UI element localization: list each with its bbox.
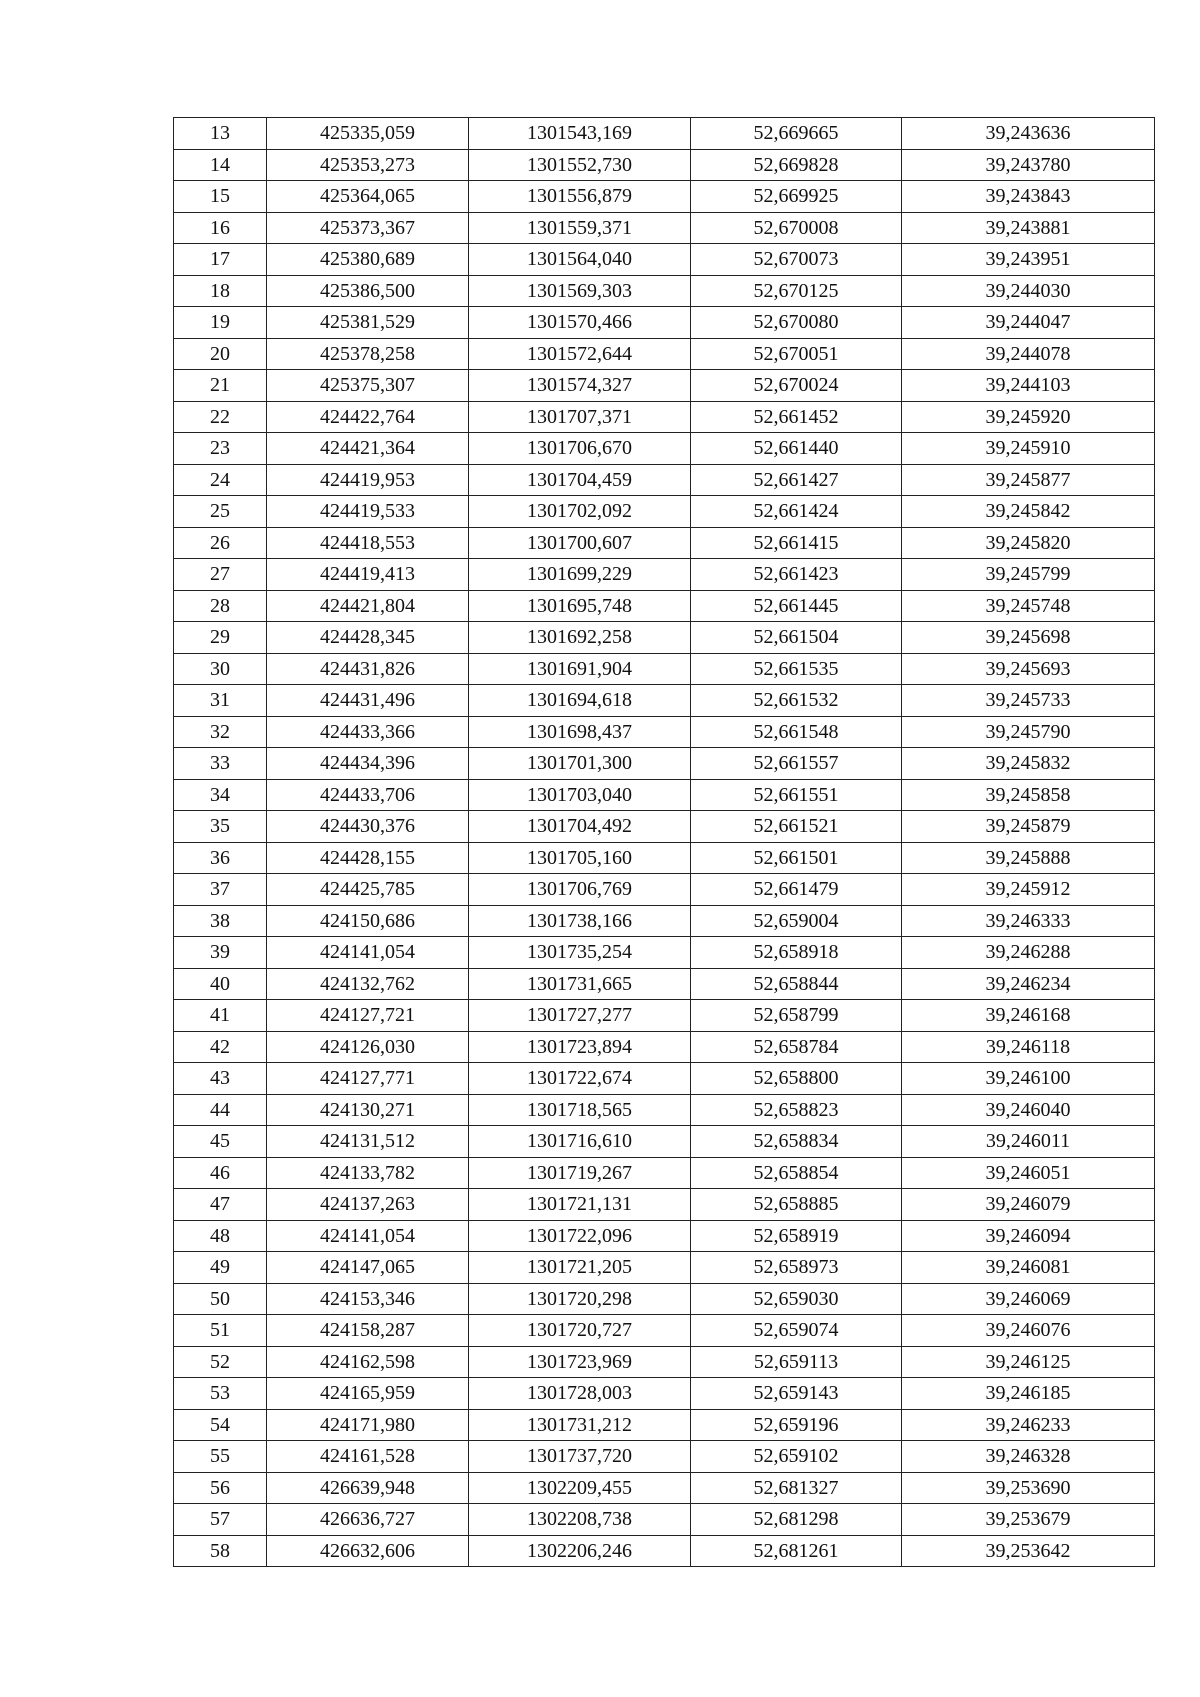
y-coordinate-cell: 1301704,492 <box>469 811 691 843</box>
y-coordinate-cell: 1301723,894 <box>469 1031 691 1063</box>
table-row <box>174 370 1155 402</box>
table-row <box>174 1535 1155 1567</box>
table-row <box>174 1126 1155 1158</box>
table-row <box>174 716 1155 748</box>
point-number-cell: 54 <box>174 1409 267 1441</box>
longitude-cell: 39,245698 <box>902 622 1155 654</box>
y-coordinate-cell: 1301716,610 <box>469 1126 691 1158</box>
y-coordinate-cell: 1301707,371 <box>469 401 691 433</box>
latitude-cell: 52,659030 <box>691 1283 902 1315</box>
y-coordinate-cell: 1301706,769 <box>469 874 691 906</box>
point-number-cell: 18 <box>174 275 267 307</box>
latitude-cell: 52,658844 <box>691 968 902 1000</box>
longitude-cell: 39,246118 <box>902 1031 1155 1063</box>
x-coordinate-cell: 424433,706 <box>267 779 469 811</box>
longitude-cell: 39,253690 <box>902 1472 1155 1504</box>
table-row <box>174 1252 1155 1284</box>
longitude-cell: 39,245820 <box>902 527 1155 559</box>
longitude-cell: 39,246125 <box>902 1346 1155 1378</box>
x-coordinate-cell: 426632,606 <box>267 1535 469 1567</box>
table-row <box>174 937 1155 969</box>
point-number-cell: 29 <box>174 622 267 654</box>
point-number-cell: 30 <box>174 653 267 685</box>
y-coordinate-cell: 1301572,644 <box>469 338 691 370</box>
x-coordinate-cell: 424171,980 <box>267 1409 469 1441</box>
longitude-cell: 39,246079 <box>902 1189 1155 1221</box>
point-number-cell: 53 <box>174 1378 267 1410</box>
x-coordinate-cell: 425375,307 <box>267 370 469 402</box>
longitude-cell: 39,246168 <box>902 1000 1155 1032</box>
longitude-cell: 39,245920 <box>902 401 1155 433</box>
coordinates-table <box>173 117 1155 1567</box>
x-coordinate-cell: 424421,364 <box>267 433 469 465</box>
y-coordinate-cell: 1301722,674 <box>469 1063 691 1095</box>
longitude-cell: 39,245910 <box>902 433 1155 465</box>
y-coordinate-cell: 1301695,748 <box>469 590 691 622</box>
table-row <box>174 149 1155 181</box>
latitude-cell: 52,670073 <box>691 244 902 276</box>
table-row <box>174 653 1155 685</box>
point-number-cell: 51 <box>174 1315 267 1347</box>
point-number-cell: 21 <box>174 370 267 402</box>
x-coordinate-cell: 424141,054 <box>267 1220 469 1252</box>
x-coordinate-cell: 424419,953 <box>267 464 469 496</box>
point-number-cell: 16 <box>174 212 267 244</box>
latitude-cell: 52,661452 <box>691 401 902 433</box>
x-coordinate-cell: 425378,258 <box>267 338 469 370</box>
latitude-cell: 52,659004 <box>691 905 902 937</box>
y-coordinate-cell: 1301721,131 <box>469 1189 691 1221</box>
x-coordinate-cell: 424421,804 <box>267 590 469 622</box>
latitude-cell: 52,659113 <box>691 1346 902 1378</box>
latitude-cell: 52,661504 <box>691 622 902 654</box>
latitude-cell: 52,681261 <box>691 1535 902 1567</box>
y-coordinate-cell: 1301720,727 <box>469 1315 691 1347</box>
point-number-cell: 41 <box>174 1000 267 1032</box>
point-number-cell: 36 <box>174 842 267 874</box>
x-coordinate-cell: 424127,721 <box>267 1000 469 1032</box>
x-coordinate-cell: 424158,287 <box>267 1315 469 1347</box>
latitude-cell: 52,658919 <box>691 1220 902 1252</box>
longitude-cell: 39,244078 <box>902 338 1155 370</box>
table-row <box>174 527 1155 559</box>
longitude-cell: 39,243780 <box>902 149 1155 181</box>
table-row <box>174 496 1155 528</box>
table-row <box>174 874 1155 906</box>
table-row <box>174 968 1155 1000</box>
point-number-cell: 26 <box>174 527 267 559</box>
y-coordinate-cell: 1301700,607 <box>469 527 691 559</box>
latitude-cell: 52,661521 <box>691 811 902 843</box>
x-coordinate-cell: 425364,065 <box>267 181 469 213</box>
latitude-cell: 52,669828 <box>691 149 902 181</box>
latitude-cell: 52,658834 <box>691 1126 902 1158</box>
table-row <box>174 1378 1155 1410</box>
latitude-cell: 52,659074 <box>691 1315 902 1347</box>
y-coordinate-cell: 1301705,160 <box>469 842 691 874</box>
longitude-cell: 39,246011 <box>902 1126 1155 1158</box>
y-coordinate-cell: 1301737,720 <box>469 1441 691 1473</box>
coordinates-table-body <box>174 118 1155 1567</box>
x-coordinate-cell: 426639,948 <box>267 1472 469 1504</box>
point-number-cell: 31 <box>174 685 267 717</box>
y-coordinate-cell: 1301699,229 <box>469 559 691 591</box>
latitude-cell: 52,658823 <box>691 1094 902 1126</box>
longitude-cell: 39,245888 <box>902 842 1155 874</box>
longitude-cell: 39,244030 <box>902 275 1155 307</box>
latitude-cell: 52,681298 <box>691 1504 902 1536</box>
x-coordinate-cell: 424161,528 <box>267 1441 469 1473</box>
latitude-cell: 52,661479 <box>691 874 902 906</box>
x-coordinate-cell: 424433,366 <box>267 716 469 748</box>
x-coordinate-cell: 424422,764 <box>267 401 469 433</box>
table-row <box>174 338 1155 370</box>
point-number-cell: 44 <box>174 1094 267 1126</box>
y-coordinate-cell: 1301731,665 <box>469 968 691 1000</box>
point-number-cell: 35 <box>174 811 267 843</box>
x-coordinate-cell: 424431,496 <box>267 685 469 717</box>
point-number-cell: 49 <box>174 1252 267 1284</box>
latitude-cell: 52,661445 <box>691 590 902 622</box>
longitude-cell: 39,243636 <box>902 118 1155 150</box>
y-coordinate-cell: 1301702,092 <box>469 496 691 528</box>
point-number-cell: 42 <box>174 1031 267 1063</box>
latitude-cell: 52,659102 <box>691 1441 902 1473</box>
table-row <box>174 590 1155 622</box>
y-coordinate-cell: 1301735,254 <box>469 937 691 969</box>
x-coordinate-cell: 424131,512 <box>267 1126 469 1158</box>
longitude-cell: 39,245832 <box>902 748 1155 780</box>
point-number-cell: 28 <box>174 590 267 622</box>
y-coordinate-cell: 1301691,904 <box>469 653 691 685</box>
latitude-cell: 52,658854 <box>691 1157 902 1189</box>
longitude-cell: 39,244103 <box>902 370 1155 402</box>
longitude-cell: 39,245858 <box>902 779 1155 811</box>
table-row <box>174 464 1155 496</box>
x-coordinate-cell: 424419,413 <box>267 559 469 591</box>
y-coordinate-cell: 1302208,738 <box>469 1504 691 1536</box>
table-row <box>174 1220 1155 1252</box>
table-row <box>174 1441 1155 1473</box>
y-coordinate-cell: 1301721,205 <box>469 1252 691 1284</box>
point-number-cell: 15 <box>174 181 267 213</box>
longitude-cell: 39,245733 <box>902 685 1155 717</box>
point-number-cell: 57 <box>174 1504 267 1536</box>
y-coordinate-cell: 1301722,096 <box>469 1220 691 1252</box>
x-coordinate-cell: 424127,771 <box>267 1063 469 1095</box>
longitude-cell: 39,243843 <box>902 181 1155 213</box>
table-row <box>174 1189 1155 1221</box>
point-number-cell: 32 <box>174 716 267 748</box>
longitude-cell: 39,245879 <box>902 811 1155 843</box>
y-coordinate-cell: 1301552,730 <box>469 149 691 181</box>
longitude-cell: 39,245912 <box>902 874 1155 906</box>
latitude-cell: 52,661551 <box>691 779 902 811</box>
y-coordinate-cell: 1301731,212 <box>469 1409 691 1441</box>
point-number-cell: 47 <box>174 1189 267 1221</box>
point-number-cell: 40 <box>174 968 267 1000</box>
y-coordinate-cell: 1301543,169 <box>469 118 691 150</box>
latitude-cell: 52,670051 <box>691 338 902 370</box>
latitude-cell: 52,661501 <box>691 842 902 874</box>
y-coordinate-cell: 1301569,303 <box>469 275 691 307</box>
x-coordinate-cell: 425335,059 <box>267 118 469 150</box>
y-coordinate-cell: 1301574,327 <box>469 370 691 402</box>
latitude-cell: 52,669925 <box>691 181 902 213</box>
longitude-cell: 39,246100 <box>902 1063 1155 1095</box>
x-coordinate-cell: 424130,271 <box>267 1094 469 1126</box>
latitude-cell: 52,661548 <box>691 716 902 748</box>
table-row <box>174 622 1155 654</box>
latitude-cell: 52,661557 <box>691 748 902 780</box>
latitude-cell: 52,661535 <box>691 653 902 685</box>
point-number-cell: 45 <box>174 1126 267 1158</box>
latitude-cell: 52,661415 <box>691 527 902 559</box>
table-row <box>174 905 1155 937</box>
y-coordinate-cell: 1301694,618 <box>469 685 691 717</box>
table-row <box>174 1000 1155 1032</box>
y-coordinate-cell: 1301706,670 <box>469 433 691 465</box>
y-coordinate-cell: 1301718,565 <box>469 1094 691 1126</box>
point-number-cell: 27 <box>174 559 267 591</box>
y-coordinate-cell: 1301564,040 <box>469 244 691 276</box>
latitude-cell: 52,658885 <box>691 1189 902 1221</box>
latitude-cell: 52,661532 <box>691 685 902 717</box>
latitude-cell: 52,659196 <box>691 1409 902 1441</box>
longitude-cell: 39,246081 <box>902 1252 1155 1284</box>
y-coordinate-cell: 1301728,003 <box>469 1378 691 1410</box>
latitude-cell: 52,659143 <box>691 1378 902 1410</box>
y-coordinate-cell: 1301570,466 <box>469 307 691 339</box>
y-coordinate-cell: 1301719,267 <box>469 1157 691 1189</box>
table-row <box>174 1409 1155 1441</box>
point-number-cell: 55 <box>174 1441 267 1473</box>
y-coordinate-cell: 1301701,300 <box>469 748 691 780</box>
table-row <box>174 1346 1155 1378</box>
longitude-cell: 39,243951 <box>902 244 1155 276</box>
table-row <box>174 1094 1155 1126</box>
x-coordinate-cell: 424147,065 <box>267 1252 469 1284</box>
latitude-cell: 52,658784 <box>691 1031 902 1063</box>
table-row <box>174 1063 1155 1095</box>
longitude-cell: 39,246234 <box>902 968 1155 1000</box>
x-coordinate-cell: 424150,686 <box>267 905 469 937</box>
point-number-cell: 23 <box>174 433 267 465</box>
x-coordinate-cell: 424126,030 <box>267 1031 469 1063</box>
x-coordinate-cell: 425381,529 <box>267 307 469 339</box>
longitude-cell: 39,245877 <box>902 464 1155 496</box>
latitude-cell: 52,670008 <box>691 212 902 244</box>
longitude-cell: 39,245799 <box>902 559 1155 591</box>
table-row <box>174 181 1155 213</box>
y-coordinate-cell: 1301723,969 <box>469 1346 691 1378</box>
longitude-cell: 39,245790 <box>902 716 1155 748</box>
y-coordinate-cell: 1301704,459 <box>469 464 691 496</box>
latitude-cell: 52,681327 <box>691 1472 902 1504</box>
latitude-cell: 52,670080 <box>691 307 902 339</box>
longitude-cell: 39,243881 <box>902 212 1155 244</box>
table-row <box>174 1283 1155 1315</box>
y-coordinate-cell: 1301556,879 <box>469 181 691 213</box>
y-coordinate-cell: 1301703,040 <box>469 779 691 811</box>
y-coordinate-cell: 1301692,258 <box>469 622 691 654</box>
longitude-cell: 39,244047 <box>902 307 1155 339</box>
x-coordinate-cell: 424141,054 <box>267 937 469 969</box>
table-row <box>174 212 1155 244</box>
x-coordinate-cell: 424419,533 <box>267 496 469 528</box>
point-number-cell: 33 <box>174 748 267 780</box>
longitude-cell: 39,246185 <box>902 1378 1155 1410</box>
x-coordinate-cell: 425373,367 <box>267 212 469 244</box>
y-coordinate-cell: 1301559,371 <box>469 212 691 244</box>
latitude-cell: 52,670125 <box>691 275 902 307</box>
y-coordinate-cell: 1302206,246 <box>469 1535 691 1567</box>
y-coordinate-cell: 1301720,298 <box>469 1283 691 1315</box>
longitude-cell: 39,246094 <box>902 1220 1155 1252</box>
latitude-cell: 52,658800 <box>691 1063 902 1095</box>
x-coordinate-cell: 425353,273 <box>267 149 469 181</box>
latitude-cell: 52,661423 <box>691 559 902 591</box>
y-coordinate-cell: 1301727,277 <box>469 1000 691 1032</box>
y-coordinate-cell: 1301698,437 <box>469 716 691 748</box>
x-coordinate-cell: 425386,500 <box>267 275 469 307</box>
x-coordinate-cell: 424430,376 <box>267 811 469 843</box>
x-coordinate-cell: 424428,345 <box>267 622 469 654</box>
point-number-cell: 38 <box>174 905 267 937</box>
latitude-cell: 52,661424 <box>691 496 902 528</box>
longitude-cell: 39,245842 <box>902 496 1155 528</box>
table-row <box>174 1031 1155 1063</box>
table-row <box>174 685 1155 717</box>
longitude-cell: 39,246040 <box>902 1094 1155 1126</box>
table-row <box>174 401 1155 433</box>
latitude-cell: 52,669665 <box>691 118 902 150</box>
point-number-cell: 56 <box>174 1472 267 1504</box>
point-number-cell: 25 <box>174 496 267 528</box>
table-row <box>174 1315 1155 1347</box>
table-row <box>174 433 1155 465</box>
point-number-cell: 37 <box>174 874 267 906</box>
point-number-cell: 39 <box>174 937 267 969</box>
point-number-cell: 17 <box>174 244 267 276</box>
table-row <box>174 1157 1155 1189</box>
point-number-cell: 20 <box>174 338 267 370</box>
longitude-cell: 39,246288 <box>902 937 1155 969</box>
longitude-cell: 39,246051 <box>902 1157 1155 1189</box>
point-number-cell: 48 <box>174 1220 267 1252</box>
x-coordinate-cell: 424132,762 <box>267 968 469 1000</box>
table-row <box>174 842 1155 874</box>
x-coordinate-cell: 424153,346 <box>267 1283 469 1315</box>
longitude-cell: 39,246069 <box>902 1283 1155 1315</box>
longitude-cell: 39,246076 <box>902 1315 1155 1347</box>
x-coordinate-cell: 424428,155 <box>267 842 469 874</box>
table-row <box>174 779 1155 811</box>
x-coordinate-cell: 424162,598 <box>267 1346 469 1378</box>
x-coordinate-cell: 424133,782 <box>267 1157 469 1189</box>
longitude-cell: 39,246328 <box>902 1441 1155 1473</box>
latitude-cell: 52,658799 <box>691 1000 902 1032</box>
x-coordinate-cell: 425380,689 <box>267 244 469 276</box>
table-row <box>174 748 1155 780</box>
latitude-cell: 52,670024 <box>691 370 902 402</box>
latitude-cell: 52,661427 <box>691 464 902 496</box>
x-coordinate-cell: 424137,263 <box>267 1189 469 1221</box>
point-number-cell: 43 <box>174 1063 267 1095</box>
point-number-cell: 46 <box>174 1157 267 1189</box>
latitude-cell: 52,658973 <box>691 1252 902 1284</box>
point-number-cell: 52 <box>174 1346 267 1378</box>
latitude-cell: 52,658918 <box>691 937 902 969</box>
y-coordinate-cell: 1301738,166 <box>469 905 691 937</box>
longitude-cell: 39,246233 <box>902 1409 1155 1441</box>
point-number-cell: 24 <box>174 464 267 496</box>
table-row <box>174 559 1155 591</box>
x-coordinate-cell: 424425,785 <box>267 874 469 906</box>
table-row <box>174 118 1155 150</box>
longitude-cell: 39,253642 <box>902 1535 1155 1567</box>
point-number-cell: 14 <box>174 149 267 181</box>
table-row <box>174 275 1155 307</box>
point-number-cell: 58 <box>174 1535 267 1567</box>
table-row <box>174 244 1155 276</box>
longitude-cell: 39,245748 <box>902 590 1155 622</box>
table-row <box>174 307 1155 339</box>
table-row <box>174 1504 1155 1536</box>
latitude-cell: 52,661440 <box>691 433 902 465</box>
point-number-cell: 13 <box>174 118 267 150</box>
y-coordinate-cell: 1302209,455 <box>469 1472 691 1504</box>
table-row <box>174 811 1155 843</box>
longitude-cell: 39,253679 <box>902 1504 1155 1536</box>
point-number-cell: 50 <box>174 1283 267 1315</box>
point-number-cell: 19 <box>174 307 267 339</box>
x-coordinate-cell: 424434,396 <box>267 748 469 780</box>
x-coordinate-cell: 424418,553 <box>267 527 469 559</box>
longitude-cell: 39,245693 <box>902 653 1155 685</box>
point-number-cell: 34 <box>174 779 267 811</box>
table-row <box>174 1472 1155 1504</box>
longitude-cell: 39,246333 <box>902 905 1155 937</box>
x-coordinate-cell: 424431,826 <box>267 653 469 685</box>
x-coordinate-cell: 424165,959 <box>267 1378 469 1410</box>
point-number-cell: 22 <box>174 401 267 433</box>
x-coordinate-cell: 426636,727 <box>267 1504 469 1536</box>
